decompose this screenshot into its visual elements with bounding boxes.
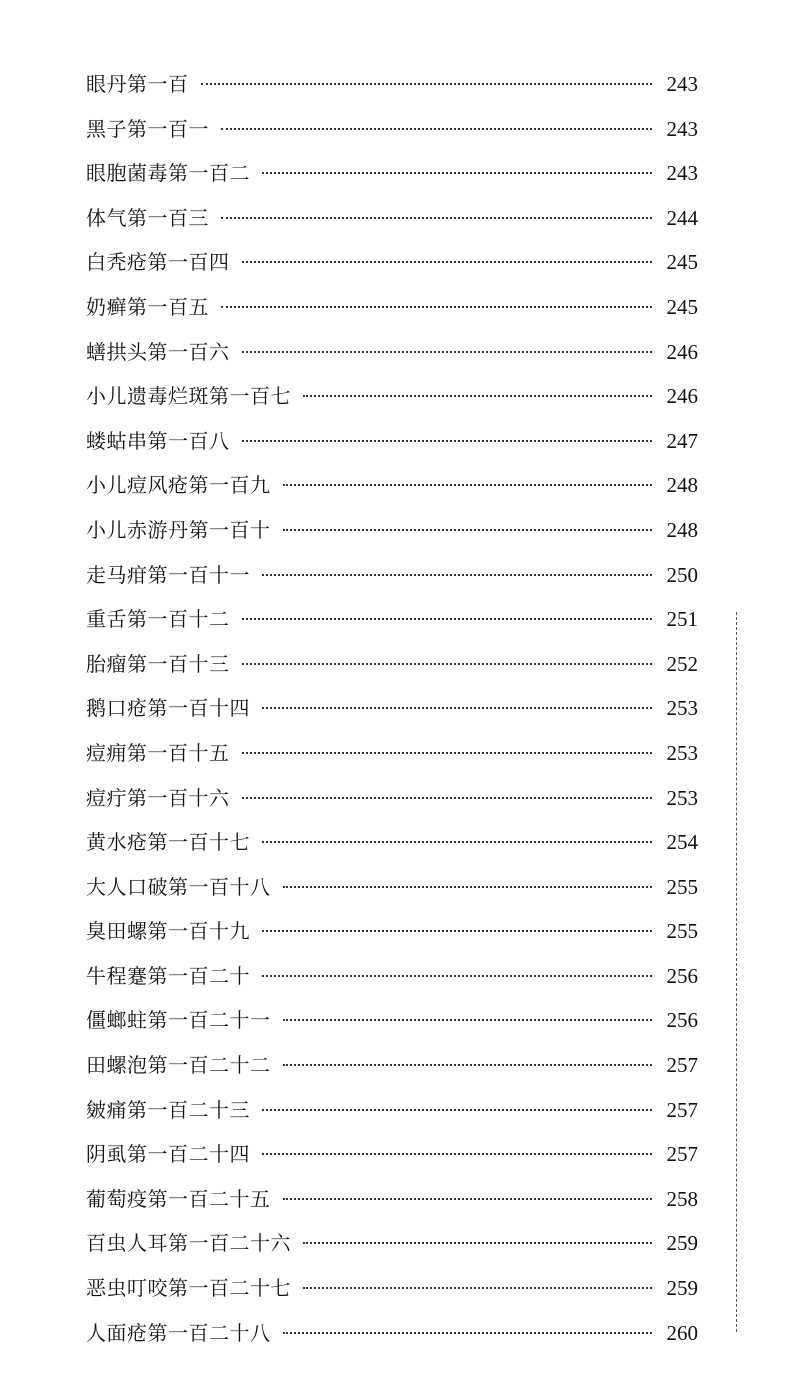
- entry-title: 小儿痘风疮第一百九: [86, 473, 271, 498]
- entry-title: 黑子第一百一: [86, 116, 209, 141]
- entry-title: 眼胞菌毒第一百二: [86, 161, 250, 186]
- page-number: 244: [666, 205, 698, 230]
- toc-entry[interactable]: [86, 1311, 698, 1356]
- toc-entry[interactable]: [86, 1088, 698, 1133]
- entry-title: 奶癣第一百五: [86, 294, 209, 319]
- toc-entry[interactable]: [86, 1221, 698, 1266]
- entry-title: 皴痛第一百二十三: [86, 1097, 250, 1122]
- dot-leader: [242, 752, 653, 754]
- page-number: 260: [666, 1320, 698, 1345]
- page-number: 253: [666, 785, 698, 810]
- toc-entry[interactable]: [86, 107, 698, 152]
- page-number: 257: [666, 1053, 698, 1078]
- entry-title: 大人口破第一百十八: [86, 874, 271, 899]
- entry-title: 小儿遗毒烂斑第一百七: [86, 384, 291, 409]
- dot-leader: [262, 574, 652, 576]
- entry-title: 田螺泡第一百二十二: [86, 1053, 271, 1078]
- dot-leader: [262, 1153, 652, 1155]
- entry-title: 痘疔第一百十六: [86, 785, 230, 810]
- toc-entry[interactable]: [86, 419, 698, 464]
- toc-entry[interactable]: [86, 62, 698, 107]
- page-number: 243: [666, 161, 698, 186]
- toc-entry[interactable]: [86, 865, 698, 910]
- toc-entry[interactable]: [86, 820, 698, 865]
- dot-leader: [242, 663, 653, 665]
- page-number: 248: [666, 517, 698, 542]
- dot-leader: [283, 886, 653, 888]
- page-number: 259: [666, 1231, 698, 1256]
- page-number: 245: [666, 250, 698, 275]
- entry-title: 体气第一百三: [86, 205, 209, 230]
- toc-entry[interactable]: [86, 285, 698, 330]
- page-number: 257: [666, 1142, 698, 1167]
- toc-entry[interactable]: [86, 1177, 698, 1222]
- toc-entry[interactable]: [86, 1132, 698, 1177]
- toc-entry[interactable]: [86, 1043, 698, 1088]
- dot-leader: [262, 707, 652, 709]
- toc-entry[interactable]: [86, 330, 698, 375]
- toc-entry[interactable]: [86, 998, 698, 1043]
- page-number: 253: [666, 696, 698, 721]
- toc-entry[interactable]: [86, 553, 698, 598]
- entry-title: 黄水疮第一百十七: [86, 830, 250, 855]
- entry-title: 人面疮第一百二十八: [86, 1320, 271, 1345]
- dot-leader: [283, 1064, 653, 1066]
- entry-title: 阴虱第一百二十四: [86, 1142, 250, 1167]
- dot-leader: [262, 172, 652, 174]
- dot-leader: [242, 440, 653, 442]
- dot-leader: [283, 529, 653, 531]
- page-number: 257: [666, 1097, 698, 1122]
- entry-title: 蝼蛄串第一百八: [86, 428, 230, 453]
- dot-leader: [303, 395, 652, 397]
- page-number: 245: [666, 294, 698, 319]
- page-number: 254: [666, 830, 698, 855]
- toc-entry[interactable]: [86, 240, 698, 285]
- page-number: 258: [666, 1186, 698, 1211]
- toc-entry[interactable]: [86, 196, 698, 241]
- entry-title: 葡萄疫第一百二十五: [86, 1186, 271, 1211]
- page-number: 248: [666, 473, 698, 498]
- entry-title: 眼丹第一百: [86, 72, 189, 96]
- page-number: 255: [666, 919, 698, 944]
- dot-leader: [221, 128, 652, 130]
- page-number: 251: [666, 607, 698, 632]
- entry-title: 臭田螺第一百十九: [86, 919, 250, 944]
- toc-entry[interactable]: [86, 1266, 698, 1311]
- page-number: 246: [666, 384, 698, 409]
- dot-leader: [262, 930, 652, 932]
- entry-title: 胎瘤第一百十三: [86, 651, 230, 676]
- entry-title: 痘痈第一百十五: [86, 740, 230, 765]
- toc-entry[interactable]: [86, 954, 698, 999]
- page-number: 259: [666, 1276, 698, 1301]
- toc-entry[interactable]: [86, 597, 698, 642]
- toc-entry[interactable]: [86, 776, 698, 821]
- entry-title: 百虫人耳第一百二十六: [86, 1231, 291, 1256]
- dot-leader: [283, 1198, 653, 1200]
- toc-entry[interactable]: [86, 686, 698, 731]
- toc-entry[interactable]: [86, 508, 698, 553]
- toc-entry[interactable]: [86, 731, 698, 776]
- entry-title: 恶虫叮咬第一百二十七: [86, 1276, 291, 1301]
- entry-title: 小儿赤游丹第一百十: [86, 517, 271, 542]
- page-number: 243: [666, 72, 698, 96]
- entry-title: 重舌第一百十二: [86, 607, 230, 632]
- entry-title: 白秃疮第一百四: [86, 250, 230, 275]
- page-number: 256: [666, 963, 698, 988]
- dot-leader: [242, 797, 653, 799]
- dot-leader: [242, 618, 653, 620]
- toc-entry[interactable]: [86, 374, 698, 419]
- dot-leader: [303, 1242, 652, 1244]
- page-number: 256: [666, 1008, 698, 1033]
- dot-leader: [221, 306, 652, 308]
- dot-leader: [283, 1332, 653, 1334]
- entry-title: 僵螂蛀第一百二十一: [86, 1008, 271, 1033]
- page-number: 246: [666, 339, 698, 364]
- page-number: 253: [666, 740, 698, 765]
- dot-leader: [201, 83, 653, 85]
- page-number: 255: [666, 874, 698, 899]
- dot-leader: [242, 351, 653, 353]
- dot-leader: [303, 1287, 652, 1289]
- dot-leader: [262, 975, 652, 977]
- toc-entry[interactable]: [86, 642, 698, 687]
- page-number: 247: [666, 428, 698, 453]
- toc-entry[interactable]: [86, 151, 698, 196]
- dot-leader: [262, 841, 652, 843]
- toc-entry[interactable]: [86, 463, 698, 508]
- entry-title: 鹅口疮第一百十四: [86, 696, 250, 721]
- binding-edge-line: [736, 612, 737, 1332]
- table-of-contents: [86, 62, 698, 1355]
- entry-title: 走马疳第一百十一: [86, 562, 250, 587]
- page-number: 250: [666, 562, 698, 587]
- toc-entry[interactable]: [86, 909, 698, 954]
- entry-title: 牛程蹇第一百二十: [86, 963, 250, 988]
- entry-title: 蟮拱头第一百六: [86, 339, 230, 364]
- page-number: 243: [666, 116, 698, 141]
- dot-leader: [283, 484, 653, 486]
- dot-leader: [262, 1109, 652, 1111]
- dot-leader: [221, 217, 652, 219]
- page-number: 252: [666, 651, 698, 676]
- dot-leader: [242, 261, 653, 263]
- dot-leader: [283, 1019, 653, 1021]
